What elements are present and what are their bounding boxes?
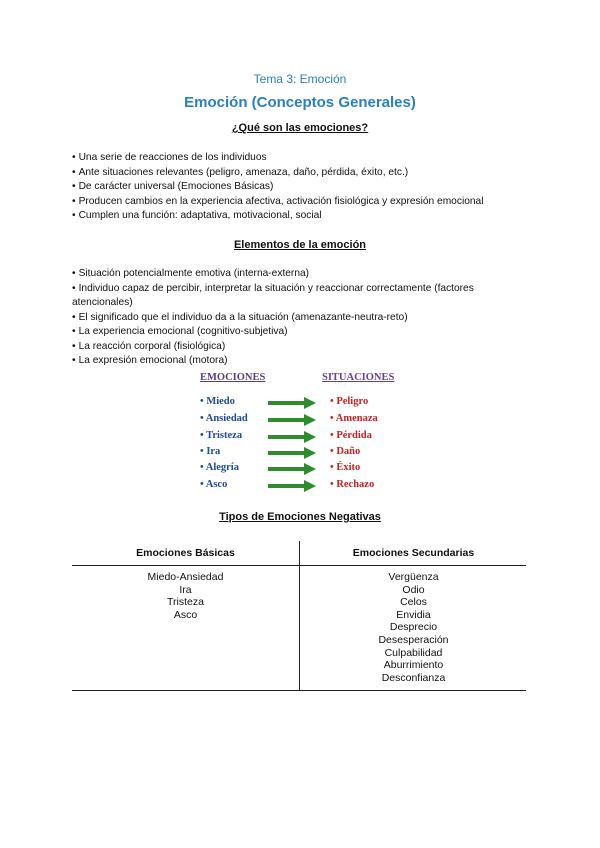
list-item: • El significado que el individuo da a la situación (amenazante-neutra-reto)	[72, 311, 408, 323]
emotions-situations-diagram	[196, 372, 406, 497]
elements-list	[72, 267, 532, 369]
list-item: • Cumplen una función: adaptativa, motivacional, social	[72, 210, 322, 221]
bullet-icon: •	[72, 152, 76, 163]
table-cell: Ira	[179, 583, 192, 596]
table-cell: Desconfianza	[381, 671, 446, 684]
bullet-icon: •	[72, 181, 76, 192]
list-item: • Individuo capaz de percibir, interpretar la situación y reaccionar correctamente (factores atencionales)	[72, 282, 474, 308]
bullet-icon: •	[72, 326, 76, 337]
list-item: • Producen cambios en la experiencia afectiva, activación fisiológica y expresión emocional	[72, 195, 484, 207]
arrow-right-icon	[268, 431, 316, 443]
table-cell: Culpabilidad	[384, 646, 443, 659]
bullet-icon: •	[72, 166, 76, 178]
list-item: • Una serie de reacciones de los individuos	[72, 152, 267, 163]
situation-label: • Rechazo	[330, 479, 375, 490]
emotion-label: • Miedo	[200, 396, 235, 407]
emotion-label: • Asco	[200, 479, 228, 490]
topic-label: Tema 3: Emoción	[253, 72, 347, 86]
bullet-icon: •	[72, 210, 76, 221]
arrow-right-icon	[268, 447, 316, 459]
emotion-label: • Ira	[200, 446, 221, 457]
header-divider	[72, 565, 526, 566]
table-title: Tipos de Emociones Negativas	[219, 511, 381, 523]
arrow-right-icon	[268, 414, 316, 426]
bullet-icon: •	[72, 268, 76, 279]
table-cell: Odio	[402, 583, 425, 596]
list-item: • De carácter universal (Emociones Básicas)	[72, 181, 274, 192]
table-cell: Tristeza	[167, 596, 204, 609]
emotion-label: • Ansiedad	[200, 413, 248, 424]
diagram-row	[196, 462, 406, 478]
situation-label: • Amenaza	[330, 413, 378, 424]
diagram-row	[196, 430, 406, 446]
basic-emotions-list	[72, 571, 299, 621]
list-item: • La expresión emocional (motora)	[72, 355, 228, 366]
section-heading-what: ¿Qué son las emociones?	[231, 122, 369, 134]
list-item: • Situación potencialmente emotiva (interna-externa)	[72, 268, 310, 279]
bullet-icon: •	[72, 340, 76, 352]
diagram-row	[196, 479, 406, 495]
arrow-right-icon	[268, 480, 316, 492]
diagram-row	[196, 446, 406, 462]
list-item: • Ante situaciones relevantes (peligro, amenaza, daño, pérdida, éxito, etc.)	[72, 166, 409, 178]
situations-heading: SITUACIONES	[322, 372, 395, 383]
secondary-emotions-list	[300, 571, 527, 684]
situation-label: • Pérdida	[330, 430, 372, 441]
column-header-secondary: Emociones Secundarias	[352, 547, 475, 559]
bullet-icon: •	[72, 282, 76, 294]
list-item: • La experiencia emocional (cognitivo-subjetiva)	[72, 326, 288, 337]
table-cell: Miedo-Ansiedad	[147, 571, 224, 583]
table-cell: Celos	[400, 596, 427, 609]
table-cell: Asco	[173, 608, 198, 621]
list-item: • La reacción corporal (fisiológica)	[72, 340, 226, 352]
situation-label: • Éxito	[330, 462, 361, 473]
bullet-icon: •	[72, 195, 76, 207]
diagram-row	[196, 396, 406, 412]
table-cell: Envidia	[396, 608, 431, 621]
diagram-row	[196, 413, 406, 429]
table-cell: Desesperación	[378, 633, 449, 646]
situation-label: • Daño	[330, 446, 361, 457]
table-cell: Aburrimiento	[383, 659, 444, 672]
bullet-icon: •	[72, 355, 76, 366]
page-title: Emoción (Conceptos Generales)	[184, 94, 416, 111]
table-cell: Vergüenza	[388, 571, 439, 583]
arrow-right-icon	[268, 463, 316, 475]
bullet-icon: •	[72, 311, 76, 323]
section-heading-elements: Elementos de la emoción	[233, 239, 367, 251]
situation-label: • Peligro	[330, 396, 369, 407]
column-header-basic: Emociones Básicas	[136, 547, 235, 559]
what-list	[72, 151, 532, 224]
emotion-label: • Alegría	[200, 462, 239, 473]
arrow-right-icon	[268, 397, 316, 409]
table-cell: Desprecio	[389, 621, 438, 634]
negative-emotions-table	[72, 541, 526, 691]
emotion-label: • Tristeza	[200, 430, 243, 441]
emotions-heading: EMOCIONES	[200, 372, 266, 383]
table-bottom-border	[72, 690, 526, 691]
